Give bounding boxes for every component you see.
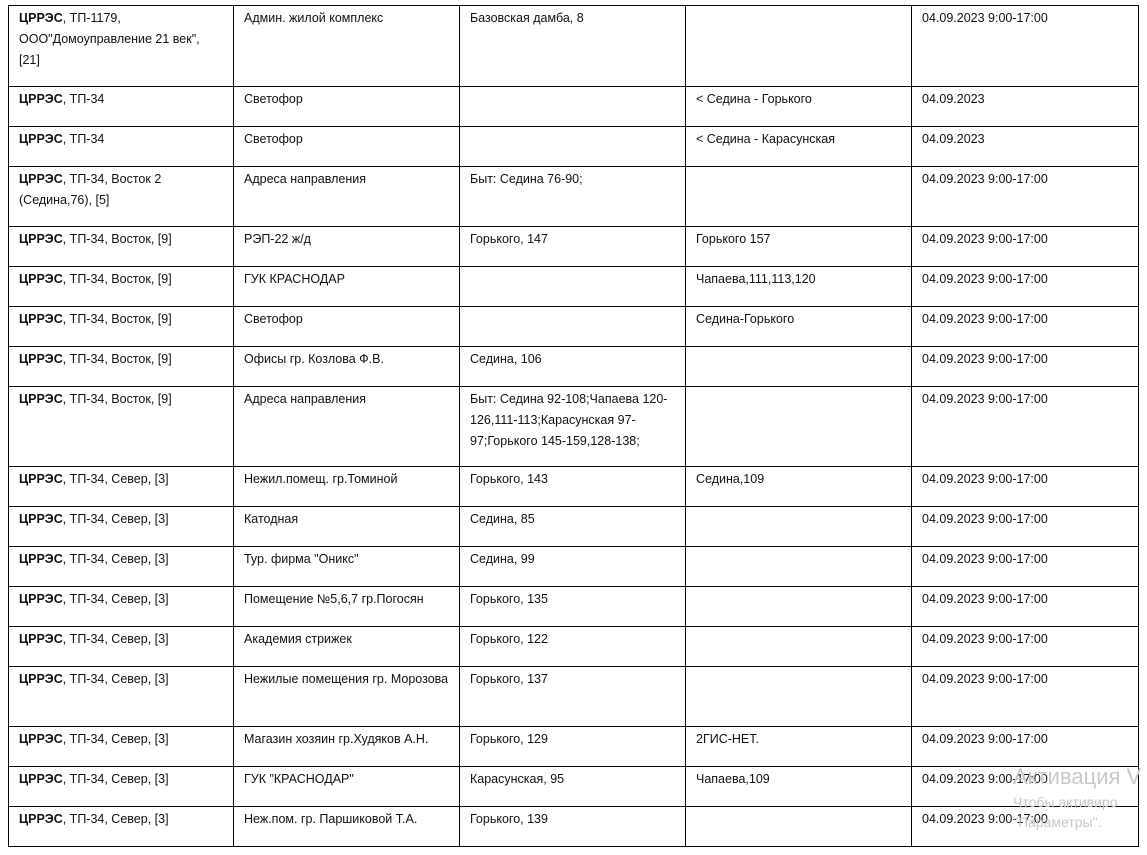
- network-cell: [9, 167, 234, 227]
- utility-org: ЦРРЭС: [19, 812, 63, 826]
- table-row: [9, 347, 1139, 387]
- table-row: [9, 667, 1139, 727]
- network-location: , ТП-34, Север, [3]: [62, 592, 169, 606]
- table-row: [9, 507, 1139, 547]
- windows-activation-watermark: [1013, 762, 1141, 832]
- network-location: , ТП-34, Восток, [9]: [62, 272, 172, 286]
- utility-org: ЦРРЭС: [19, 472, 63, 486]
- network-cell: [9, 667, 234, 727]
- utility-org: ЦРРЭС: [19, 732, 63, 746]
- network-location: , ТП-34, Восток 2 (Седина,76), [5]: [19, 172, 162, 207]
- outage-table: [8, 5, 1142, 847]
- table-row: [9, 547, 1139, 587]
- network-location: , ТП-34, Восток, [9]: [62, 232, 172, 246]
- address-cell: Горького, 137: [460, 667, 686, 727]
- consumer-cell: ГУК "КРАСНОДАР": [234, 767, 460, 807]
- network-location: , ТП-34, Восток, [9]: [62, 352, 172, 366]
- date-time-cell: 04.09.2023 9:00-17:00: [912, 767, 1139, 807]
- note-cell: Чапаева,111,113,120: [686, 267, 912, 307]
- note-cell: Седина-Горького: [686, 307, 912, 347]
- utility-org: ЦРРЭС: [19, 172, 63, 186]
- network-location: , ТП-34, Север, [3]: [62, 672, 169, 686]
- table-row: [9, 627, 1139, 667]
- date-time-cell: 04.09.2023 9:00-17:00: [912, 167, 1139, 227]
- date-time-cell: 04.09.2023 9:00-17:00: [912, 627, 1139, 667]
- network-cell: [9, 267, 234, 307]
- date-time-cell: 04.09.2023 9:00-17:00: [912, 347, 1139, 387]
- network-cell: [9, 467, 234, 507]
- date-time-cell: 04.09.2023 9:00-17:00: [912, 267, 1139, 307]
- network-location: , ТП-34, Север, [3]: [62, 512, 169, 526]
- note-cell: [686, 547, 912, 587]
- address-cell: Быт: Седина 92-108;Чапаева 120-126,111-113;Карасунская 97-97;Горького 145-159,128-138;: [460, 387, 686, 467]
- address-cell: Быт: Седина 76-90;: [460, 167, 686, 227]
- consumer-cell: Адреса направления: [234, 387, 460, 467]
- address-cell: [460, 307, 686, 347]
- address-cell: Горького, 129: [460, 727, 686, 767]
- date-time-cell: 04.09.2023 9:00-17:00: [912, 227, 1139, 267]
- date-time-cell: 04.09.2023 9:00-17:00: [912, 6, 1139, 87]
- table-row: [9, 267, 1139, 307]
- consumer-cell: Нежил.помещ. гр.Томиной: [234, 467, 460, 507]
- network-cell: [9, 507, 234, 547]
- note-cell: [686, 6, 912, 87]
- note-cell: [686, 807, 912, 847]
- date-time-cell: 04.09.2023 9:00-17:00: [912, 467, 1139, 507]
- utility-org: ЦРРЭС: [19, 312, 63, 326]
- network-cell: [9, 767, 234, 807]
- consumer-cell: Светофор: [234, 87, 460, 127]
- network-cell: [9, 347, 234, 387]
- note-cell: Чапаева,109: [686, 767, 912, 807]
- date-time-cell: 04.09.2023 9:00-17:00: [912, 667, 1139, 727]
- date-time-cell: 04.09.2023 9:00-17:00: [912, 387, 1139, 467]
- utility-org: ЦРРЭС: [19, 552, 63, 566]
- utility-org: ЦРРЭС: [19, 352, 63, 366]
- note-cell: < Седина - Карасунская: [686, 127, 912, 167]
- address-cell: [460, 87, 686, 127]
- consumer-cell: Офисы гр. Козлова Ф.В.: [234, 347, 460, 387]
- consumer-cell: Адреса направления: [234, 167, 460, 227]
- utility-org: ЦРРЭС: [19, 512, 63, 526]
- table-row: [9, 587, 1139, 627]
- consumer-cell: РЭП-22 ж/д: [234, 227, 460, 267]
- utility-org: ЦРРЭС: [19, 132, 63, 146]
- network-location: , ТП-34, Север, [3]: [62, 732, 169, 746]
- table-row: [9, 167, 1139, 227]
- network-cell: [9, 387, 234, 467]
- address-cell: [460, 127, 686, 167]
- consumer-cell: Светофор: [234, 127, 460, 167]
- utility-org: ЦРРЭС: [19, 232, 63, 246]
- address-cell: Седина, 85: [460, 507, 686, 547]
- watermark-line: "Параметры".: [1013, 814, 1102, 830]
- date-time-cell: 04.09.2023 9:00-17:00: [912, 807, 1139, 847]
- consumer-cell: Тур. фирма "Оникс": [234, 547, 460, 587]
- utility-org: ЦРРЭС: [19, 392, 63, 406]
- network-location: , ТП-34: [62, 92, 105, 106]
- note-cell: [686, 667, 912, 727]
- address-cell: Карасунская, 95: [460, 767, 686, 807]
- network-cell: [9, 227, 234, 267]
- table-row: [9, 227, 1139, 267]
- note-cell: Седина,109: [686, 467, 912, 507]
- note-cell: [686, 507, 912, 547]
- network-location: , ТП-34, Север, [3]: [62, 632, 169, 646]
- utility-org: ЦРРЭС: [19, 272, 63, 286]
- table-row: [9, 127, 1139, 167]
- address-cell: Седина, 106: [460, 347, 686, 387]
- consumer-cell: Магазин хозяин гр.Худяков А.Н.: [234, 727, 460, 767]
- address-cell: Горького, 135: [460, 587, 686, 627]
- network-cell: [9, 807, 234, 847]
- table-row: [9, 307, 1139, 347]
- network-cell: [9, 587, 234, 627]
- address-cell: Горького, 147: [460, 227, 686, 267]
- consumer-cell: Помещение №5,6,7 гр.Погосян: [234, 587, 460, 627]
- network-cell: [9, 727, 234, 767]
- table-row: [9, 387, 1139, 467]
- utility-org: ЦРРЭС: [19, 772, 63, 786]
- note-cell: [686, 387, 912, 467]
- note-cell: Горького 157: [686, 227, 912, 267]
- consumer-cell: Катодная: [234, 507, 460, 547]
- date-time-cell: 04.09.2023 9:00-17:00: [912, 507, 1139, 547]
- network-cell: [9, 6, 234, 87]
- network-location: , ТП-34, Север, [3]: [62, 812, 169, 826]
- network-location: , ТП-34, Север, [3]: [62, 472, 169, 486]
- network-cell: [9, 87, 234, 127]
- network-location: , ТП-34, Восток, [9]: [62, 312, 172, 326]
- table-row: [9, 767, 1139, 807]
- address-cell: Горького, 143: [460, 467, 686, 507]
- outage-table-body: [9, 6, 1142, 847]
- utility-org: ЦРРЭС: [19, 672, 63, 686]
- date-time-cell: 04.09.2023 9:00-17:00: [912, 727, 1139, 767]
- network-location: , ТП-34, Север, [3]: [62, 772, 169, 786]
- network-location: , ТП-1179, ООО"Домоуправление 21 век", [21]: [19, 11, 200, 67]
- note-cell: [686, 587, 912, 627]
- table-row: [9, 807, 1139, 847]
- note-cell: [686, 627, 912, 667]
- note-cell: [686, 347, 912, 387]
- address-cell: [460, 267, 686, 307]
- consumer-cell: Неж.пом. гр. Паршиковой Т.А.: [234, 807, 460, 847]
- address-cell: Горького, 122: [460, 627, 686, 667]
- watermark-title: Активация V: [1013, 764, 1142, 789]
- watermark-line: Чтобы активиро: [1013, 794, 1118, 810]
- network-cell: [9, 307, 234, 347]
- address-cell: Седина, 99: [460, 547, 686, 587]
- note-cell: < Седина - Горького: [686, 87, 912, 127]
- consumer-cell: Академия стрижек: [234, 627, 460, 667]
- date-time-cell: 04.09.2023 9:00-17:00: [912, 307, 1139, 347]
- utility-org: ЦРРЭС: [19, 92, 63, 106]
- network-cell: [9, 547, 234, 587]
- consumer-cell: Светофор: [234, 307, 460, 347]
- network-location: , ТП-34, Север, [3]: [62, 552, 169, 566]
- address-cell: Базовская дамба, 8: [460, 6, 686, 87]
- date-time-cell: 04.09.2023: [912, 87, 1139, 127]
- network-location: , ТП-34, Восток, [9]: [62, 392, 172, 406]
- network-location: , ТП-34: [62, 132, 105, 146]
- table-row: [9, 727, 1139, 767]
- consumer-cell: ГУК КРАСНОДАР: [234, 267, 460, 307]
- date-time-cell: 04.09.2023: [912, 127, 1139, 167]
- date-time-cell: 04.09.2023 9:00-17:00: [912, 587, 1139, 627]
- utility-org: ЦРРЭС: [19, 632, 63, 646]
- date-time-cell: 04.09.2023 9:00-17:00: [912, 547, 1139, 587]
- note-cell: 2ГИС-НЕТ.: [686, 727, 912, 767]
- address-cell: Горького, 139: [460, 807, 686, 847]
- consumer-cell: Нежилые помещения гр. Морозова: [234, 667, 460, 727]
- table-row: [9, 6, 1139, 87]
- network-cell: [9, 627, 234, 667]
- utility-org: ЦРРЭС: [19, 592, 63, 606]
- note-cell: [686, 167, 912, 227]
- table-row: [9, 467, 1139, 507]
- table-row: [9, 87, 1139, 127]
- network-cell: [9, 127, 234, 167]
- consumer-cell: Админ. жилой комплекс: [234, 6, 460, 87]
- utility-org: ЦРРЭС: [19, 11, 63, 25]
